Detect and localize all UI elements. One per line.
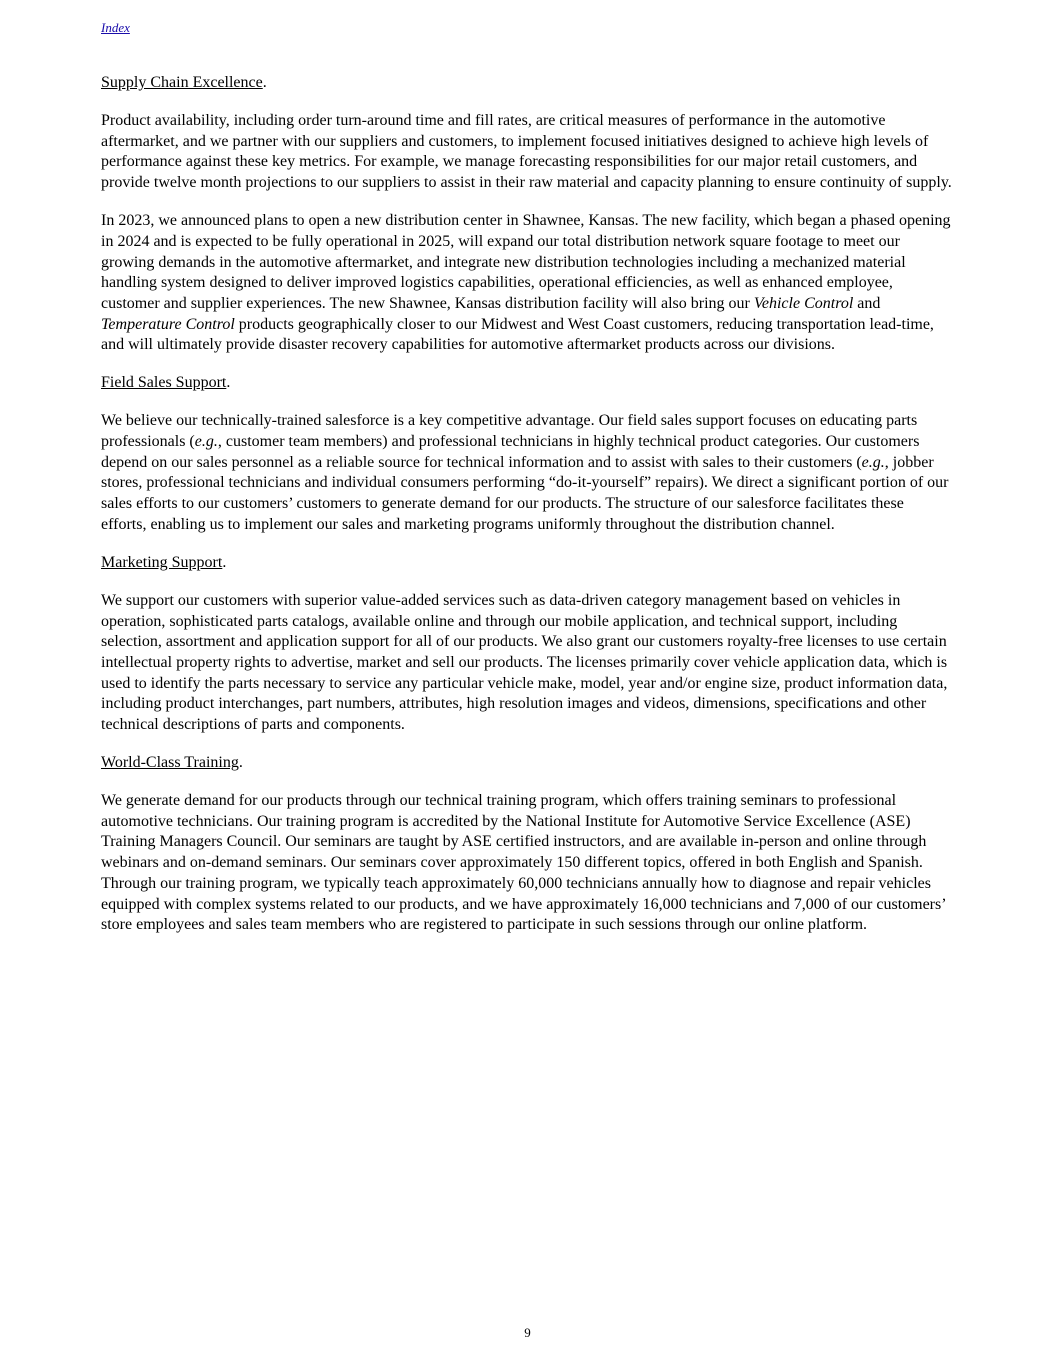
index-link[interactable]: Index: [101, 20, 130, 35]
paragraph-text: We believe our technically-trained salesforce is a key competitive advantage. Our field sales support focuses on educating parts professionals (: [101, 412, 918, 451]
italic-text: e.g.: [194, 433, 218, 451]
section-heading-text: Supply Chain Excellence: [101, 74, 263, 91]
section-heading-text: Marketing Support: [101, 553, 223, 571]
italic-text: Vehicle Control: [753, 294, 854, 312]
body-paragraph: [101, 411, 953, 535]
paragraph-text: products geographically closer to our Midwest and West Coast customers, reducing transportation lead-time, and will ultimately provide disaster recovery capabilities for automotive aftermarket products across our divisions.: [101, 315, 934, 354]
body-paragraph: [101, 591, 953, 736]
section-heading-text: Field Sales Support: [101, 374, 227, 392]
paragraph-text: In 2023, we announced plans to open a new distribution center in Shawnee, Kansas. The new facility, which began a phased opening in 2024 and is expected to be fully operational in 2025, will expand our total distribution network square footage to meet our growing demands in the automotive aftermarket, and integrate new distribution technologies including a mechanized material handling system designed to deliver improved logistics capabilities, operational efficiencies, as well as enhanced employee, customer and supplier experiences. The new Shawnee, Kansas distribution facility will also bring our: [101, 212, 951, 312]
italic-text: Temperature Control: [101, 315, 235, 333]
paragraph-text: We support our customers with superior value-added services such as data-driven category management based on vehicles in operation, sophisticated parts catalogs, available online and through our mobile application, and technical support, including selection, assortment and application support for all of our products. We also grant our customers royalty-free licenses to use certain intellectual property rights to advertise, market and sell our products. The licenses primarily cover vehicle application data, which is used to identify the parts necessary to service any particular vehicle make, model, year and/or engine size, product information data, including product interchanges, part numbers, attributes, high resolution images and videos, dimensions, specifications and other technical descriptions of parts and components.: [101, 591, 948, 734]
body-paragraph: [101, 111, 953, 194]
section-heading: Field Sales Support.: [101, 374, 231, 392]
document-body: [101, 73, 953, 953]
section-heading: Supply Chain Excellence.: [101, 74, 267, 91]
body-paragraph: [101, 211, 953, 356]
section-heading-text: World-Class Training: [101, 754, 239, 772]
section-heading: World-Class Training.: [101, 754, 243, 772]
paragraph-text: , customer team members) and professional technicians in highly technical product categories. Our customers depend on our sales personnel as a reliable source for technical information and to assist with sales to their customers (: [101, 433, 920, 471]
section-heading: Marketing Support.: [101, 553, 227, 571]
paragraph-text: We generate demand for our products through our technical training program, which offers training seminars to professional automotive technicians. Our training program is accredited by the National Institute for Automotive Service Excellence (ASE) Training Managers Council. Our seminars are taught by ASE certified instructors, and are available in-person and online through webinars and on-demand seminars. Our seminars cover approximately 150 different topics, offered in both English and Spanish. Through our training program, we typically teach approximately 60,000 technicians annually how to diagnose and repair vehicles equipped with complex systems related to our products, and we have approximately 16,000 technicians and 7,000 of our customers’ store employees and sales team members who are registered to participate in such sessions through our online platform.: [101, 792, 946, 934]
paragraph-text: Product availability, including order turn-around time and fill rates, are critical measures of performance in the automotive aftermarket, and we partner with our suppliers and customers, to implement focused initiatives designed to achieve high levels of performance against these key metrics. For example, we manage forecasting responsibilities for our major retail customers, and provide twelve month projections to our suppliers to assist in their raw material and capacity planning to ensure continuity of supply.: [101, 112, 952, 192]
body-paragraph: [101, 791, 953, 936]
paragraph-text: , jobber stores, professional technicians and individual consumers performing “do-it-yourself” repairs). We direct a significant portion of our sales efforts to our customers’ customers to generate demand for our products. The structure of our salesforce facilitates these efforts, enabling us to implement our sales and marketing programs uniformly throughout the distribution channel.: [101, 453, 949, 533]
page-number: 9: [524, 1325, 531, 1340]
italic-text: e.g.: [861, 453, 885, 471]
paragraph-text: and: [853, 294, 881, 312]
